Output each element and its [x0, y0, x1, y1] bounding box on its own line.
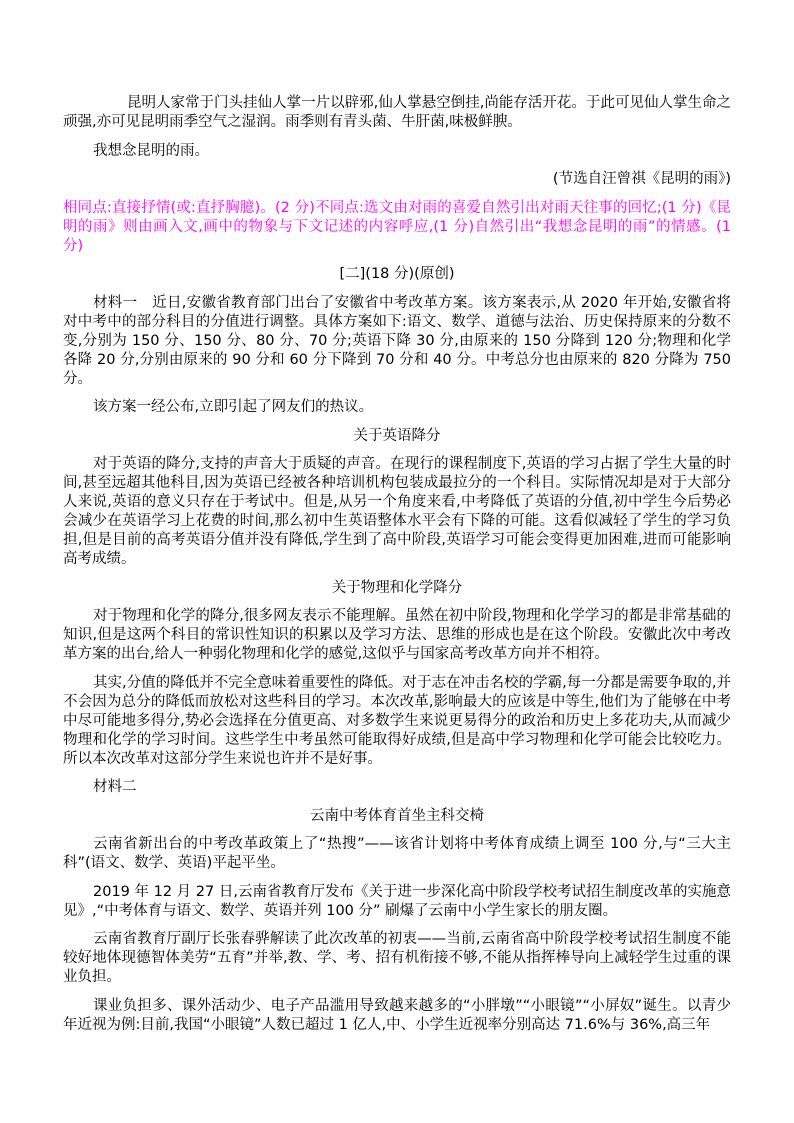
material-two-paragraph-3: 云南省教育厅副厅长张春骅解读了此次改革的初衷——当前,云南省高中阶段学校考试招生制度不能较好地体现德智体美劳“五育”并举,教、学、考、招有机衔接不够,不能从指挥棒导向上减轻学生过重的课业负担。	[63, 931, 731, 985]
section-two-header: [二](18 分)(原创)	[339, 266, 455, 282]
physics-chemistry-paragraph-2: 其实,分值的降低并不完全意味着重要性的降低。对于志在冲击名校的学霸,每一分都是需要争取的,并不会因为总分的降低而放松对这些科目的学习。本次改革,影响最大的应该是中等生,他们为了能够在中考中尽可能地多得分,势必会选择在分值更高、对多数学生来说更易得分的政治和历史上多花功夫,从而减少物理和化学的学习时间。这些学生中考虽然可能取得好成绩,但是高中学习物理和化学可能会比较吃力。所以本次改革对这部分学生来说也许并不是好事。	[63, 674, 731, 767]
excerpt-paragraph-closing: 我想念昆明的雨。	[93, 142, 209, 159]
material-two-paragraph-4: 课业负担多、课外活动少、电子产品滥用导致越来越多的“小胖墩”“小眼镜”“小屏奴”诞生。以青少年近视为例:目前,我国“小眼镜”人数已超过 1 亿人,中、小学生近视率分别高达 71.6%与 36%,高三年	[63, 997, 731, 1033]
excerpt-paragraph-cactus: 昆明人家常于门头挂仙人掌一片以辟邪,仙人掌悬空倒挂,尚能存活开花。于此可见仙人掌生命之顽强,亦可见昆明雨季空气之湿润。雨季则有青头菌、牛肝菌,味极鲜腴。	[63, 95, 731, 130]
english-score-paragraph: 对于英语的降分,支持的声音大于质疑的声音。在现行的课程制度下,英语的学习占据了学生大量的时间,甚至远超其他科目,因为英语已经被各种培训机构包装成最拉分的一个科目。实际情况却是对于大部分人来说,英语的意义只存在于考试中。但是,从另一个角度来看,中考降低了英语的分值,初中学生今后势必会减少在英语学习上花费的时间,那么初中生英语整体水平会有下降的可能。这看似减轻了学生的学习负担,但是目前的高考英语分值并没有降低,学生到了高中阶段,英语学习可能会变得更加困难,进而可能影响高考成绩。	[63, 456, 731, 567]
english-score-heading: 关于英语降分	[353, 427, 441, 444]
material-one-intro: 材料一 近日,安徽省教育部门出台了安徽省中考改革方案。该方案表示,从 2020 年开始,安徽省将对中考中的部分科目的分值进行调整。具体方案如下:语文、数学、道德与法治、历史保持原来的分数不变,分别为 150 分、150 分、80 分、70 分;英语下降 30 分,由原来的 150 分降到 120 分;物理和化学各降 20 分,分别由原来的 90 分和 60 分下降到 70 分和 40 分。中考总分也由原来的 820 分降为 750 分。	[63, 294, 731, 387]
material-two-heading: 云南中考体育首坐主科交椅	[310, 807, 484, 824]
physics-chemistry-paragraph-1: 对于物理和化学的降分,很多网友表示不能理解。虽然在初中阶段,物理和化学学习的都是非常基础的知识,但是这两个科目的常识性知识的积累以及学习方法、思维的形成也是在这个阶段。安徽此次中考改革方案的出台,给人一种弱化物理和化学的感觉,这似乎与国家高考改革方向并不相符。	[63, 608, 731, 662]
material-one-reaction: 该方案一经公布,立即引起了网友们的热议。	[93, 399, 374, 415]
excerpt-source-attribution: (节选自汪曾祺《昆明的雨》)	[552, 171, 731, 187]
answer-text: 相同点:直接抒情(或:直抒胸臆)。(2 分)不同点:选文由对雨的喜爱自然引出对雨天往事的回忆;(1 分)《昆明的雨》则由画入文,画中的物象与下文记述的内容呼应,(1 分)自然引出“我想念昆明的雨”的情感。(1 分)	[63, 199, 731, 254]
material-two-label: 材料二	[93, 779, 137, 795]
material-two-paragraph-2: 2019 年 12 月 27 日,云南省教育厅发布《关于进一步深化高中阶段学校考试招生制度改革的实施意见》,“中考体育与语文、数学、英语并列 100 分” 刷爆了云南中小学生家长的朋友圈。	[63, 883, 731, 919]
physics-chemistry-heading: 关于物理和化学降分	[331, 579, 463, 596]
material-two-paragraph-1: 云南省新出台的中考改革政策上了“热搜”——该省计划将中考体育成绩上调至 100 分,与“三大主科”(语文、数学、英语)平起平坐。	[63, 836, 731, 871]
